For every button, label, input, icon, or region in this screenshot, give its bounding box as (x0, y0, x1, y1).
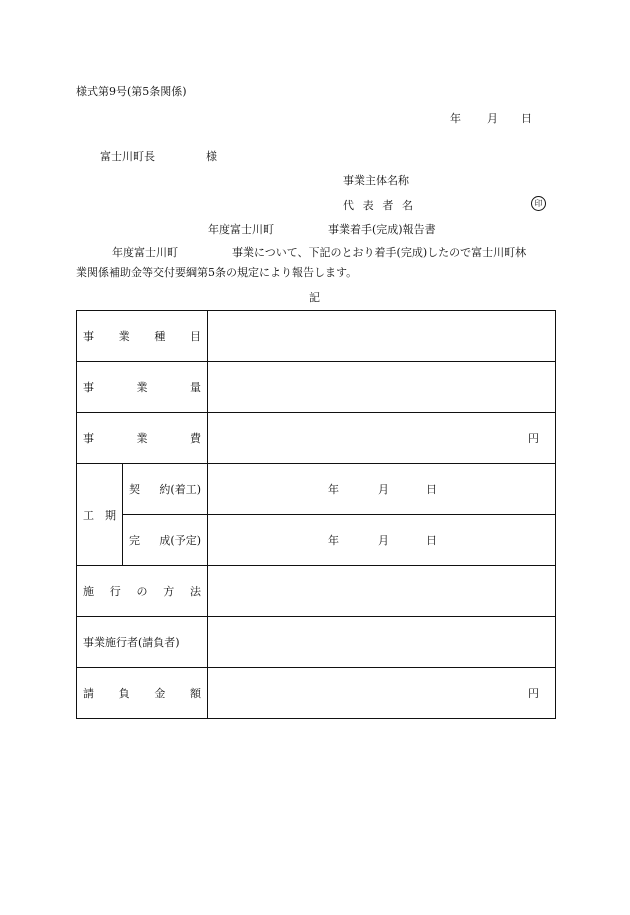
label-char: 法 (190, 585, 201, 598)
label-contractor (77, 617, 208, 668)
table-row (77, 464, 556, 515)
date-month: 月 (378, 483, 389, 496)
table-row (77, 362, 556, 413)
value-contractor[interactable] (208, 617, 556, 668)
label-char: 成(予定) (159, 534, 201, 547)
value-execution-method[interactable] (208, 566, 556, 617)
label-char: 量 (190, 381, 201, 394)
label-char: 額 (189, 687, 201, 700)
label-construction-period (77, 464, 123, 566)
label-project-type (77, 311, 208, 362)
label-project-cost (77, 413, 208, 464)
table-row (77, 515, 556, 566)
date-year: 年 (328, 534, 339, 547)
value-project-cost[interactable] (208, 413, 556, 464)
table-row (77, 413, 556, 464)
label-char: 請 (83, 687, 94, 700)
body-text-fiscal: 年度富士川町 (112, 246, 178, 259)
label-char: 方 (163, 585, 175, 598)
seal-icon: 印 (531, 196, 546, 211)
label-char: 業 (136, 432, 148, 445)
label-char: 業 (118, 330, 130, 343)
label-execution-method (77, 566, 208, 617)
date-year: 年 (328, 483, 339, 496)
body-text-line1: 事業について、下記のとおり着手(完成)したので富士川町林 (232, 246, 527, 259)
report-title-part1: 年度富士川町 (208, 223, 274, 236)
label-char: 負 (118, 687, 130, 700)
body-text-line2: 業関係補助金等交付要綱第5条の規定により報告します。 (76, 266, 358, 279)
addressee-honorific: 様 (206, 150, 217, 163)
label-contract-amount (77, 668, 208, 719)
date-year: 年 (450, 112, 461, 125)
label-char: 事 (83, 432, 94, 445)
label-char: 約(着工) (159, 483, 201, 496)
value-project-type[interactable] (208, 311, 556, 362)
label-char: 契 (129, 483, 140, 496)
label-char: 費 (190, 432, 201, 445)
label-char: 工 (83, 508, 94, 522)
label-completion (123, 515, 208, 566)
date-month: 月 (378, 534, 389, 547)
label-char: 目 (189, 330, 201, 343)
form-number: 様式第9号(第5条関係) (76, 85, 187, 98)
rep-char: 名 (401, 199, 413, 212)
value-contract-date[interactable] (208, 464, 556, 515)
yen-unit: 円 (528, 687, 539, 700)
rep-char: 表 (362, 199, 374, 212)
label-char: 事 (83, 381, 94, 394)
representative-label (343, 197, 413, 213)
table-row (77, 668, 556, 719)
report-title-part2: 事業着手(完成)報告書 (328, 223, 436, 236)
rep-char: 者 (382, 199, 394, 212)
report-table (76, 310, 556, 719)
label-char: 完 (129, 534, 140, 547)
label-char: 行 (109, 585, 121, 598)
entity-name-label: 事業主体名称 (343, 174, 409, 187)
label-char: 施 (83, 585, 94, 598)
value-project-volume[interactable] (208, 362, 556, 413)
addressee-name: 富士川町長 (100, 150, 155, 163)
date-month: 月 (487, 112, 498, 125)
table-row (77, 311, 556, 362)
table-row (77, 566, 556, 617)
label-text: 事業施行者(請負者) (83, 636, 180, 649)
label-char: 期 (105, 508, 116, 522)
label-project-volume (77, 362, 208, 413)
rep-char: 代 (343, 199, 354, 212)
label-char: 金 (154, 687, 166, 700)
label-char: 業 (136, 381, 148, 394)
table-row (77, 617, 556, 668)
date-day: 日 (426, 534, 437, 547)
value-contract-amount[interactable] (208, 668, 556, 719)
ki-heading: 記 (309, 291, 320, 304)
date-day: 日 (426, 483, 437, 496)
yen-unit: 円 (528, 432, 539, 445)
label-contract-start (123, 464, 208, 515)
label-char: の (136, 585, 148, 598)
label-char: 事 (83, 330, 94, 343)
label-char: 種 (154, 330, 166, 343)
date-day: 日 (521, 112, 532, 125)
value-completion-date[interactable] (208, 515, 556, 566)
